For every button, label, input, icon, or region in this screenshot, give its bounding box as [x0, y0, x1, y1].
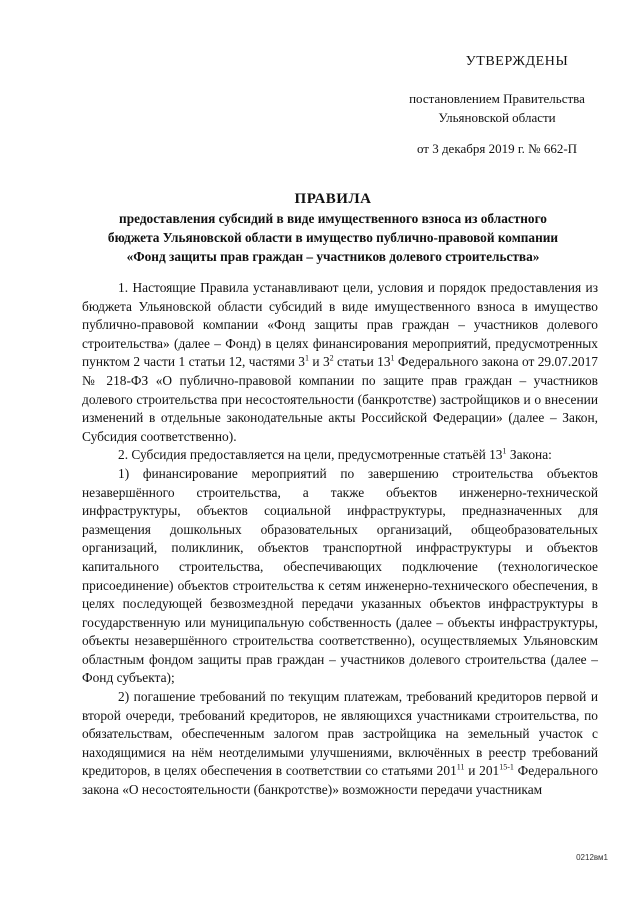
title-line-3: «Фонд защиты прав граждан – участников долевого строительства»	[126, 249, 540, 264]
list-item-2	[82, 688, 598, 800]
approval-heading: УТВЕРЖДЕНЫ	[465, 54, 569, 69]
p1-text-b: и 3	[308, 354, 330, 370]
title-main: ПРАВИЛА	[294, 191, 372, 207]
approval-line-decree: постановлением Правительства	[409, 91, 585, 106]
p2-sup: 1	[502, 446, 507, 456]
title-line-1: предоставления субсидий в виде имущественного взноса из областного	[119, 211, 547, 226]
p1-sup-1: 1	[304, 353, 309, 363]
document-body	[82, 279, 598, 800]
title-line-2: бюджета Ульяновской области в имущество публично-правовой компании	[107, 230, 559, 245]
p1-sup-2: 2	[329, 353, 334, 363]
p2-text-b: Закона:	[506, 447, 552, 463]
item2-sup-2: 15-1	[499, 762, 514, 772]
item2-text-a: 2) погашение требований по текущим платежам, требований кредиторов первой и второй очереди, требований кредиторов, не являющихся участниками строительства, по обязательствам, обеспеченным залогом прав застройщика на земельный участок с находящимися на нём неотделимыми улучшениями, включённых в реестр требований кредиторов, в целях обеспечения в соответствии со статьями 201	[82, 689, 598, 779]
footer-doc-code: 0212вм1	[576, 853, 608, 862]
approval-line-date: от 3 декабря 2019 г. № 662-П	[416, 141, 578, 156]
document-title	[68, 190, 598, 266]
paragraph-1	[82, 279, 598, 446]
list-item-1: 1) финансирование мероприятий по завершению строительства объектов незавершённого строительства, а также объектов инженерно-технической инфраструктуры, объектов социальной инфраструктуры, предназначенных для размещения дошкольных образовательных организаций, общеобразовательных организаций, поликлиник, объектов транспортной инфраструктуры и объектов капитального строительства, обеспечивающих подключение (технологическое присоединение) объектов строительства к сетям инженерно-технического обеспечения, в целях последующей безвозмездной передачи указанных объектов инфраструктуры в государственную или муниципальную собственность (далее – объекты инфраструктуры, объекты незавершённого строительства соответственно), осуществляемых Ульяновским областным фондом защиты прав граждан – участников долевого строительства (далее – Фонд субъекта);	[82, 465, 598, 686]
approval-line-region: Ульяновской области	[438, 110, 556, 125]
p1-text-c: статьи 13	[333, 354, 391, 370]
item2-text-b: и 201	[464, 763, 500, 779]
item2-sup-1: 11	[456, 762, 465, 772]
item2-text-c: Федерального закона «О несостоятельности (банкротстве)» возможности передачи участникам	[82, 763, 598, 798]
paragraph-2	[82, 446, 598, 465]
approval-stamp	[392, 52, 602, 158]
p1-sup-3: 1	[390, 353, 395, 363]
p1-text-d: Федерального закона от 29.07.2017 № 218-ФЗ «О публично-правовой компании по защите прав граждан – участников долевого строительства при несостоятельности (банкротстве) застройщиков и о внесении изменений в отдельные законодательные акты Российской Федерации» (далее – Закон, Субсидия соответственно).	[82, 354, 598, 444]
p2-text-a: 2. Субсидия предоставляется на цели, предусмотренные статьёй 13	[118, 447, 503, 463]
p1-text-a: 1. Настоящие Правила устанавливают цели, условия и порядок предоставления из бюджета Ульяновской области субсидий в виде имущественного взноса в имущество публично-правовой компании «Фонд защиты прав граждан – участников долевого строительства» (далее – Фонд) в целях финансирования мероприятий, предусмотренных пунктом 2 части 1 статьи 12, частями 3	[82, 280, 598, 370]
